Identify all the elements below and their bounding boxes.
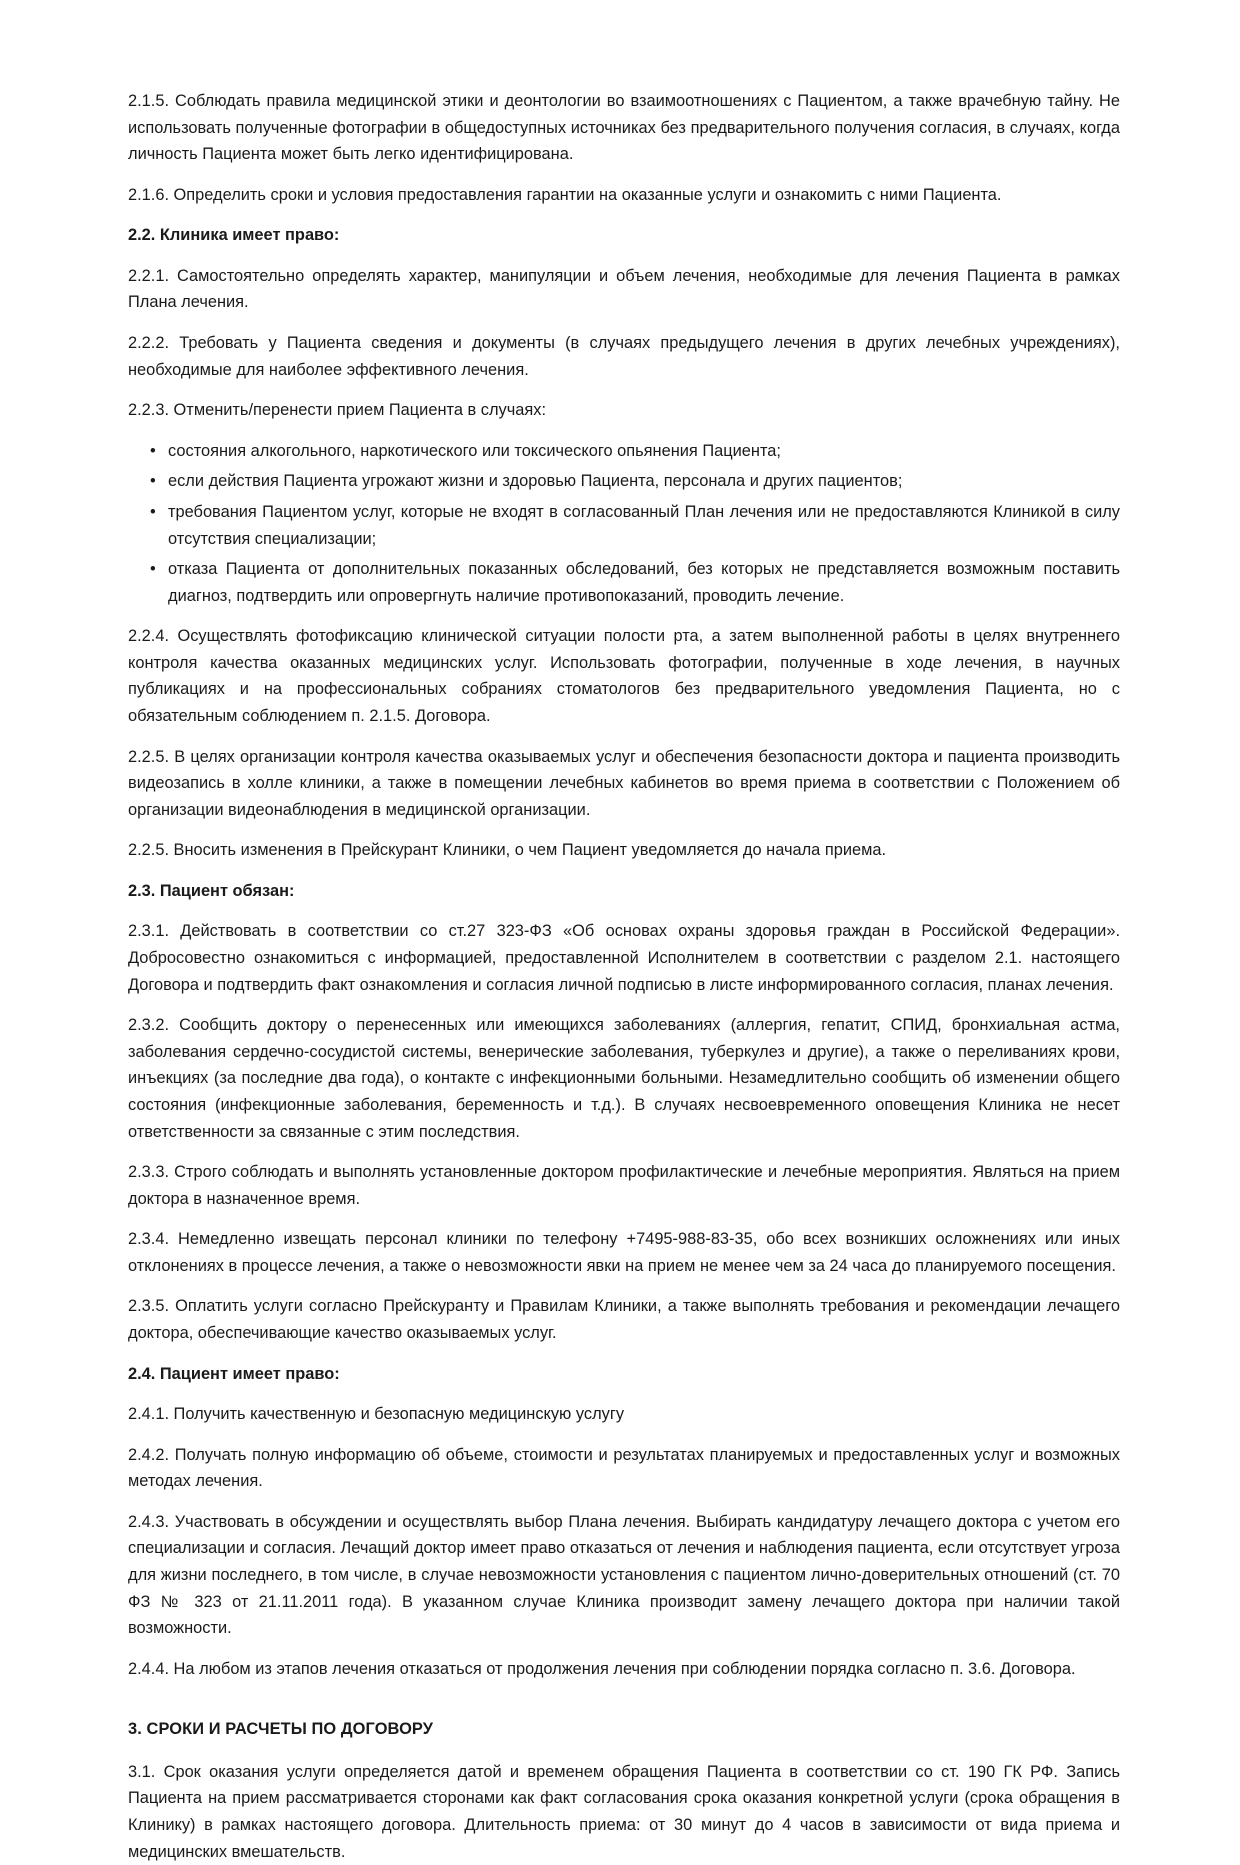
heading-2-2: 2.2. Клиника имеет право: xyxy=(128,226,340,245)
list-item: • если действия Пациента угрожают жизни и здоровью Пациента, персонала и других пациентов; xyxy=(128,468,1120,495)
clause-2-4-2: 2.4.2. Получать полную информацию об объеме, стоимости и результатах планируемых и предоставленных услуг и возможных методах лечения. xyxy=(128,1445,1120,1491)
clause-2-3-2: 2.3.2. Сообщить доктору о перенесенных или имеющихся заболеваниях (аллергия, гепатит, СПИД, бронхиальная астма, заболевания сердечно-сосудистой системы, венерические заболевания, туберкулез и другие), а также о переливаниях крови, инъекциях (за последние два года), о контакте с инфекционными больными. Незамедлительно сообщить об изменении общего состояния (инфекционные заболевания, беременность и т.д.). В случаях несвоевременного оповещения Клиника не несет ответственности за связанные с этим последствия. xyxy=(128,1016,1120,1141)
list-item: • отказа Пациента от дополнительных показанных обследований, без которых не представляется возможным поставить диагноз, подтвердить или опровергнуть наличие противопоказаний, проводить лечение. xyxy=(128,556,1120,609)
bullet-list-2-2-3 xyxy=(128,438,1120,609)
clause-2-1-6: 2.1.6. Определить сроки и условия предоставления гарантии на оказанные услуги и ознакомить с ними Пациента. xyxy=(128,185,1002,204)
heading-2-4: 2.4. Пациент имеет право: xyxy=(128,1364,340,1383)
clause-2-3-1: 2.3.1. Действовать в соответствии со ст.27 323-ФЗ «Об основах охраны здоровья граждан в Российской Федерации». Добросовестно ознакомиться с информацией, предоставленной Исполнителем в соответствии с разделом 2.1. настоящего Договора и подтвердить факт ознакомления и согласия личной подписью в листе информированного согласия, планах лечения. xyxy=(128,922,1120,994)
clause-2-4-3: 2.4.3. Участвовать в обсуждении и осуществлять выбор Плана лечения. Выбирать кандидатуру лечащего доктора с учетом его специализации и согласия. Лечащий доктор имеет право отказаться от лечения и наблюдения пациента, если отсутствует угроза для жизни последнего, в том числе, в случае невозможности установления с пациентом лично-доверительных отношений (ст. 70 ФЗ № 323 от 21.11.2011 года). В указанном случае Клиника производит замену лечащего доктора при наличии такой возможности. xyxy=(128,1512,1120,1638)
heading-2-3: 2.3. Пациент обязан: xyxy=(128,881,295,900)
clause-2-2-1: 2.2.1. Самостоятельно определять характер, манипуляции и объем лечения, необходимые для лечения Пациента в рамках Плана лечения. xyxy=(128,266,1120,312)
clause-2-3-3: 2.3.3. Строго соблюдать и выполнять установленные доктором профилактические и лечебные мероприятия. Являться на прием доктора в назначенное время. xyxy=(128,1163,1120,1208)
document-body xyxy=(128,88,1120,1865)
clause-2-2-5-video: 2.2.5. В целях организации контроля качества оказываемых услуг и обеспечения безопасности доктора и пациента производить видеозапись в холле клиники, а также в помещении лечебных кабинетов во время приема в соответствии с Положением об организации видеонаблюдения в медицинской организации. xyxy=(128,747,1120,819)
list-item: • требования Пациентом услуг, которые не входят в согласованный План лечения или не предоставляются Клиникой в силу отсутствия специализации; xyxy=(128,499,1120,552)
clause-2-4-4: 2.4.4. На любом из этапов лечения отказаться от продолжения лечения при соблюдении порядка согласно п. 3.6. Договора. xyxy=(128,1659,1076,1678)
clause-2-1-5: 2.1.5. Соблюдать правила медицинской этики и деонтологии во взаимоотношениях с Пациентом, а также врачебную тайну. Не использовать полученные фотографии в общедоступных источниках без предварительного получения согласия, в случаях, когда личность Пациента может быть легко идентифицирована. xyxy=(128,92,1120,164)
list-item: • состояния алкогольного, наркотического или токсического опьянения Пациента; xyxy=(128,438,1120,465)
clause-2-2-4: 2.2.4. Осуществлять фотофиксацию клинической ситуации полости рта, а затем выполненной работы в целях внутреннего контроля качества оказанных медицинских услуг. Использовать фотографии, полученные в ходе лечения, в научных публикациях и на профессиональных собраниях стоматологов без предварительного уведомления Пациента, но с обязательным соблюдением п. 2.1.5. Договора. xyxy=(128,627,1120,725)
clause-2-2-3: 2.2.3. Отменить/перенести прием Пациента в случаях: xyxy=(128,401,546,420)
clause-3-1: 3.1. Срок оказания услуги определяется датой и временем обращения Пациента в соответствии со ст. 190 ГК РФ. Запись Пациента на прием рассматривается сторонами как факт согласования срока оказания конкретной услуги (срока обращения в Клинику) в рамках настоящего договора. Длительность приема: от 30 минут до 4 часов в зависимости от вида приема и медицинских вмешательств. xyxy=(128,1762,1120,1861)
clause-2-2-5-pricelist: 2.2.5. Вносить изменения в Прейскурант Клиники, о чем Пациент уведомляется до начала приема. xyxy=(128,841,887,860)
clause-2-3-5: 2.3.5. Оплатить услуги согласно Прейскуранту и Правилам Клиники, а также выполнять требования и рекомендации лечащего доктора, обеспечивающие качество оказываемых услуг. xyxy=(128,1297,1120,1342)
clause-2-3-4: 2.3.4. Немедленно извещать персонал клиники по телефону +7495-988-83-35, обо всех возникших осложнениях или иных отклонениях в процессе лечения, а также о невозможности явки на прием не менее чем за 24 часа до планируемого посещения. xyxy=(128,1230,1120,1275)
heading-section-3: 3. СРОКИ И РАСЧЕТЫ ПО ДОГОВОРУ xyxy=(128,1720,434,1739)
clause-2-4-1: 2.4.1. Получить качественную и безопасную медицинскую услугу xyxy=(128,1405,625,1424)
clause-2-2-2: 2.2.2. Требовать у Пациента сведения и документы (в случаях предыдущего лечения в других лечебных учреждениях), необходимые для наиболее эффективного лечения. xyxy=(128,334,1120,379)
